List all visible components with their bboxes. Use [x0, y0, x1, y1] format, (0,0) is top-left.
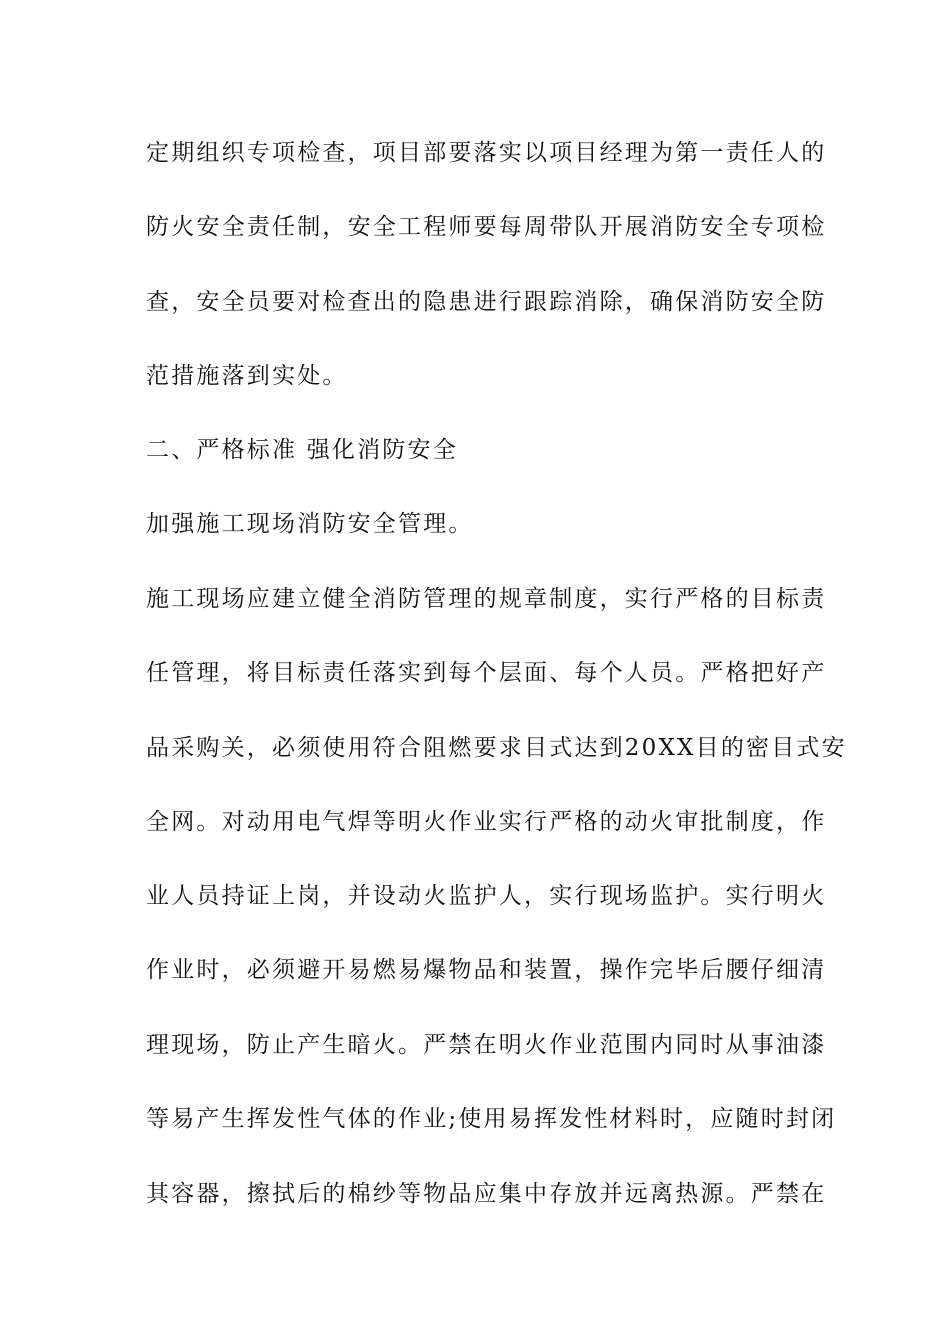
text-line: 作业时，必须避开易燃易爆物品和装置，操作完毕后腰仔细清	[146, 957, 827, 983]
text-line: 任管理，将目标责任落实到每个层面、每个人员。严格把好产	[146, 660, 827, 686]
text-line: 施工现场应建立健全消防管理的规章制度，实行严格的目标责	[146, 586, 827, 612]
text-line: 范措施落到实处。	[146, 363, 348, 389]
text-line: 等易产生挥发性气体的作业;使用易挥发性材料时，应随时封闭	[146, 1106, 837, 1132]
text-line: 加强施工现场消防安全管理。	[146, 511, 474, 537]
section-heading: 二、严格标准 强化消防安全	[146, 437, 458, 463]
text-line: 品采购关，必须使用符合阻燃要求目式达到20XX目的密目式安	[146, 735, 847, 761]
text-line: 业人员持证上岗，并设动火监护人，实行现场监护。实行明火	[146, 883, 827, 909]
text-line: 理现场，防止产生暗火。严禁在明火作业范围内同时从事油漆	[146, 1032, 827, 1058]
text-line: 其容器，擦拭后的棉纱等物品应集中存放并远离热源。严禁在	[146, 1181, 827, 1207]
text-line: 防火安全责任制，安全工程师要每周带队开展消防安全专项检	[146, 214, 827, 240]
text-line: 查，安全员要对检查出的隐患进行跟踪消除，确保消防安全防	[146, 289, 827, 315]
text-line: 全网。对动用电气焊等明火作业实行严格的动火审批制度，作	[146, 809, 827, 835]
text-line: 定期组织专项检查，项目部要落实以项目经理为第一责任人的	[146, 140, 827, 166]
